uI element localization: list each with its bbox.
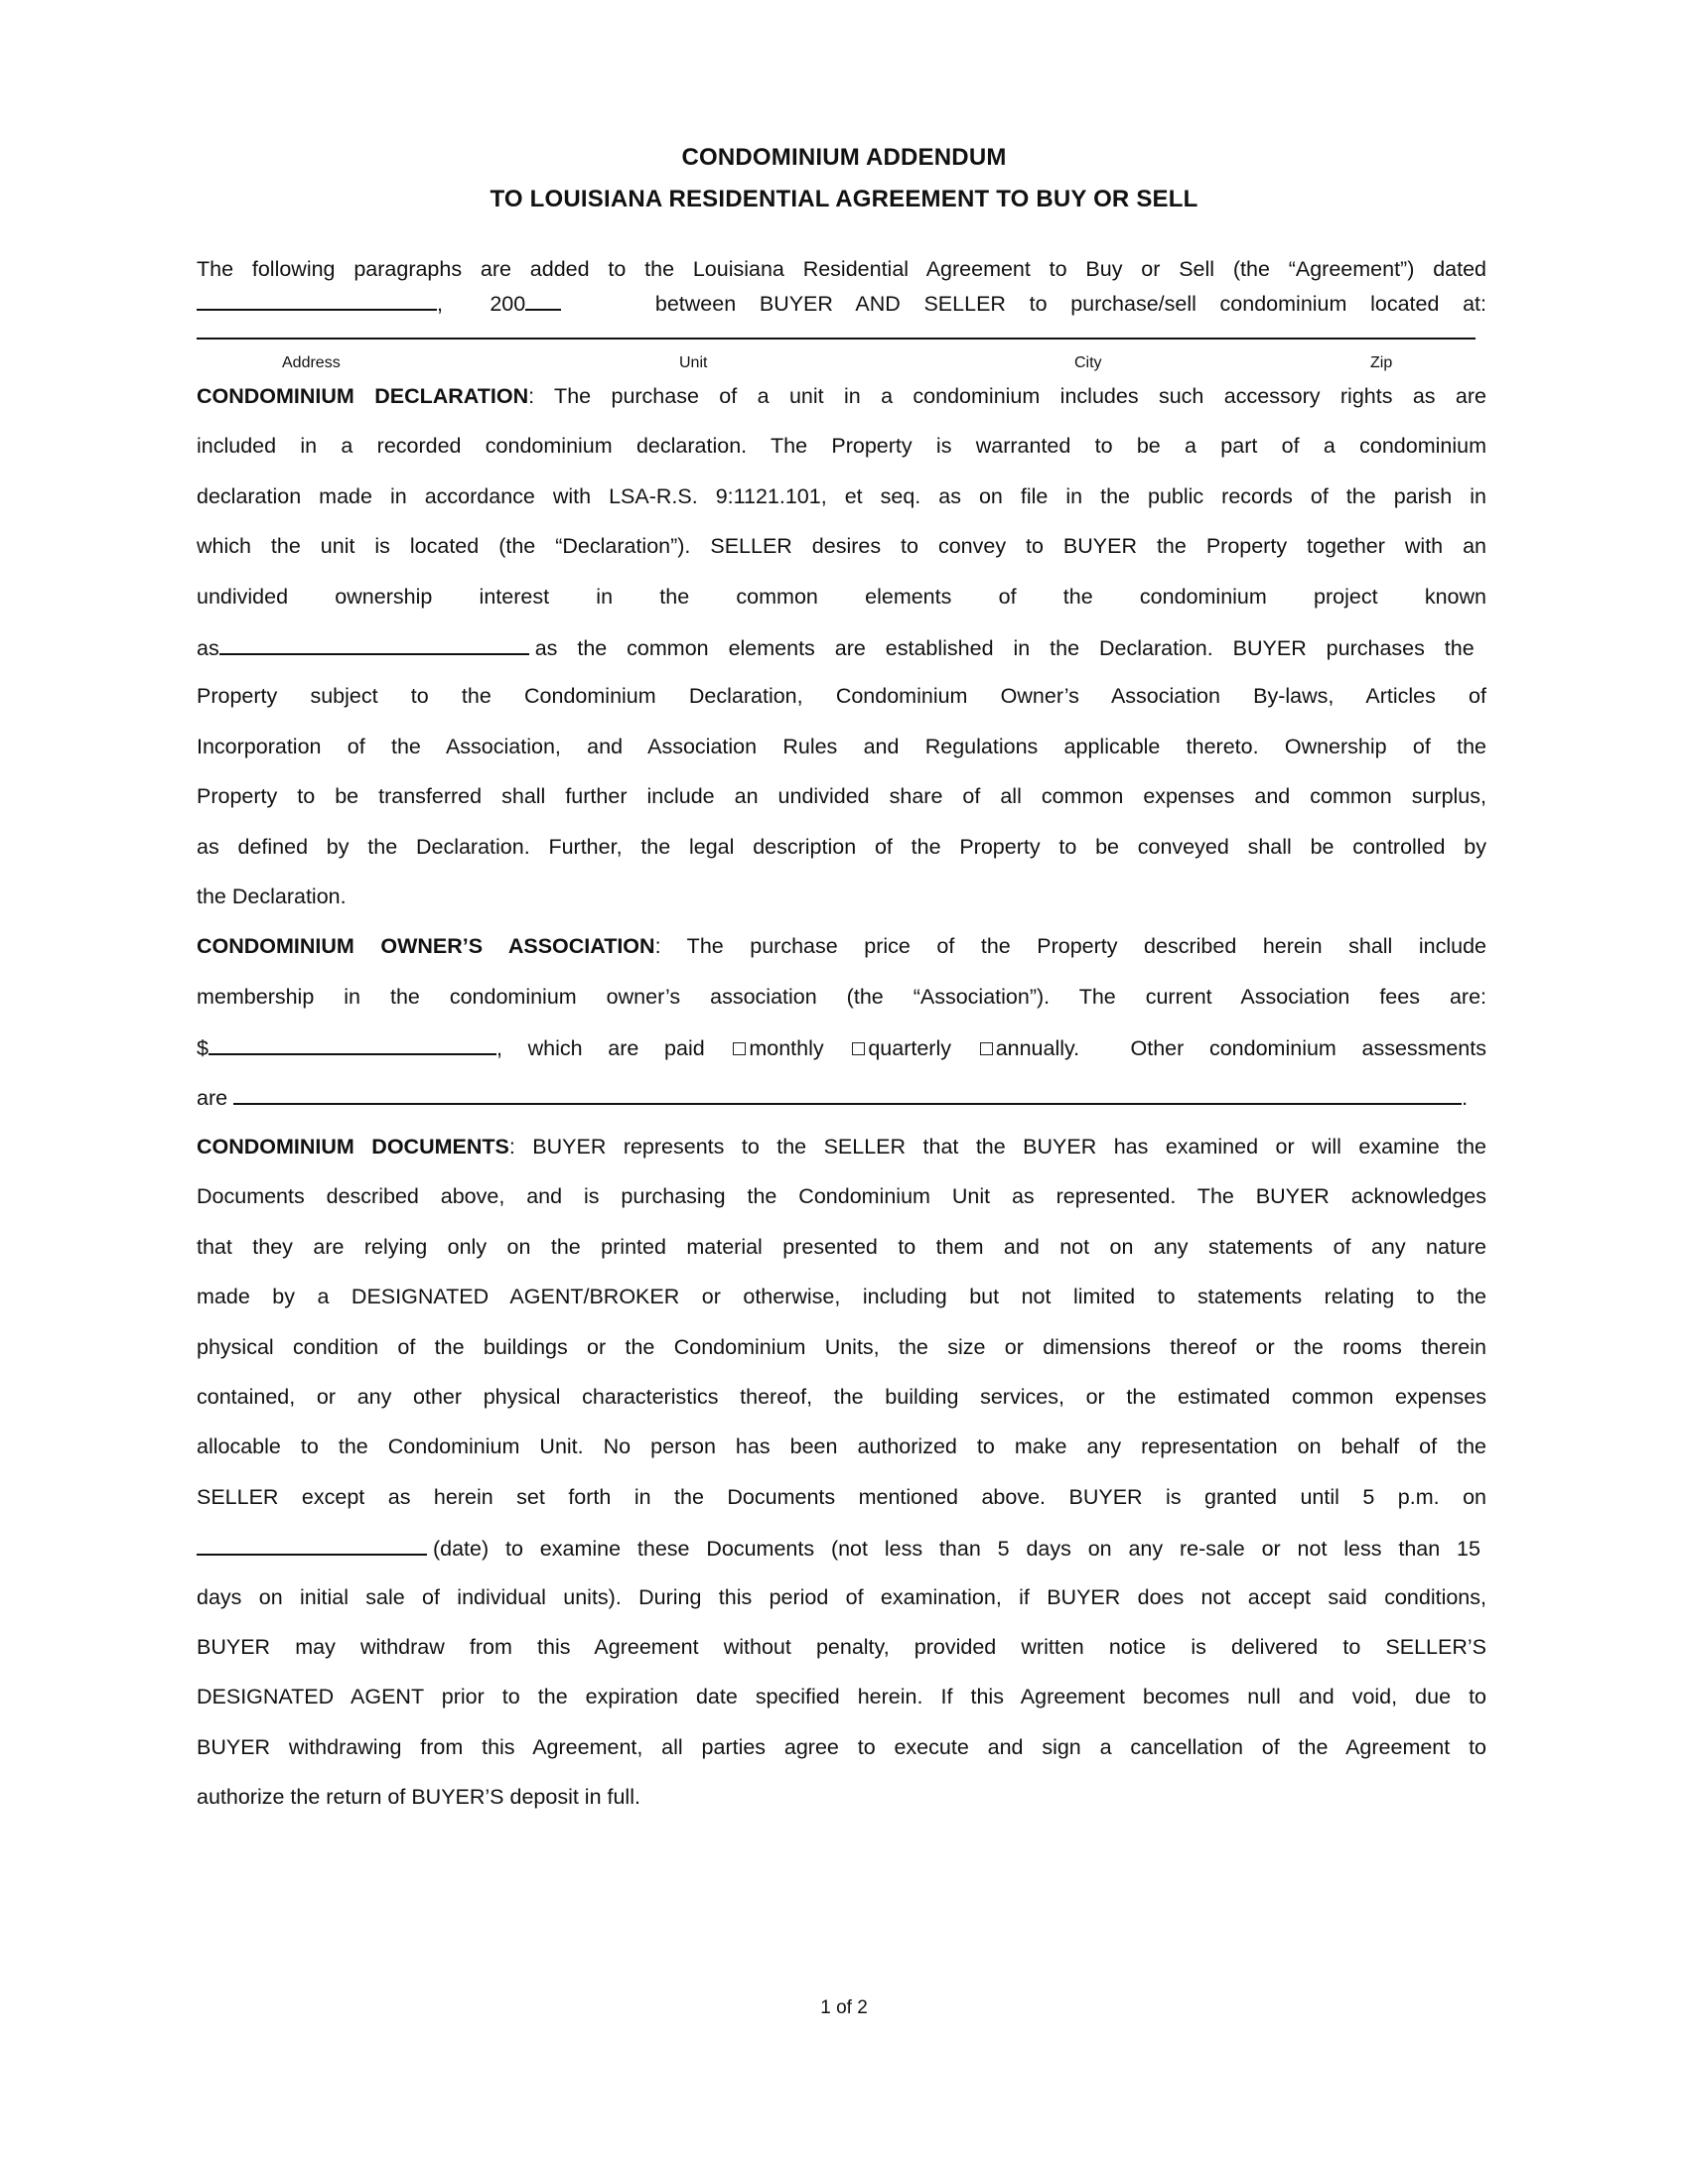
- other-assessments-field[interactable]: [233, 1081, 1462, 1105]
- association-line-4: are .: [197, 1081, 1486, 1111]
- documents-line-5: physical condition of the buildings or the Condominium Units, the size or dimensions thereof or the rooms therein: [197, 1335, 1486, 1359]
- documents-line-13: BUYER withdrawing from this Agreement, all parties agree to execute and sign a cancellation of the Agreement to: [197, 1735, 1486, 1759]
- documents-line-14: authorize the return of BUYER’S deposit in full.: [197, 1785, 640, 1809]
- declaration-line-2: included in a recorded condominium declaration. The Property is warranted to be a part of a condominium: [197, 434, 1486, 458]
- examination-date-field[interactable]: [197, 1532, 427, 1556]
- documents-line-7: allocable to the Condominium Unit. No person has been authorized to make any representation on behalf of the: [197, 1434, 1486, 1458]
- city-label: City: [1074, 354, 1102, 371]
- declaration-line-4: which the unit is located (the “Declaration”). SELLER desires to convey to BUYER the Property together with an: [197, 534, 1486, 558]
- documents-line-4: made by a DESIGNATED AGENT/BROKER or otherwise, including but not limited to statements relating to the: [197, 1285, 1486, 1308]
- annually-label: annually.: [995, 1036, 1080, 1060]
- documents-line-3: that they are relying only on the printed material presented to them and not on any statements of any nature: [197, 1235, 1486, 1259]
- monthly-label: monthly: [749, 1036, 824, 1060]
- address-label: Address: [282, 354, 341, 371]
- documents-line-6: contained, or any other physical characteristics thereof, the building services, or the estimated common expenses: [197, 1385, 1486, 1409]
- unit-label: Unit: [679, 354, 708, 371]
- declaration-line-9: Property to be transferred shall further include an undivided share of all common expenses and common surplus,: [197, 784, 1486, 808]
- documents-line-11: BUYER may withdraw from this Agreement without penalty, provided written notice is delivered to SELLER’S: [197, 1635, 1486, 1659]
- declaration-line-11: the Declaration.: [197, 885, 347, 908]
- association-heading: CONDOMINIUM OWNER’S ASSOCIATION: [197, 934, 655, 958]
- intro-line-2-text: between BUYER AND SELLER to purchase/sell condominium located at:: [654, 292, 1486, 316]
- documents-heading: CONDOMINIUM DOCUMENTS: [197, 1135, 509, 1159]
- declaration-line-6: as as the common elements are established in the Declaration. BUYER purchases the: [197, 631, 1486, 661]
- document-subtitle: TO LOUISIANA RESIDENTIAL AGREEMENT TO BUY OR SELL: [490, 186, 1198, 212]
- association-line-3: $ , which are paid monthly quarterly annually. Other condominium assessments: [197, 1031, 1486, 1061]
- documents-line-8: SELLER except as herein set forth in the Documents mentioned above. BUYER is granted until 5 p.m. on: [197, 1485, 1486, 1509]
- documents-line-9: (date) to examine these Documents (not less than 5 days on any re-sale or not less than 15: [197, 1532, 1486, 1562]
- documents-line-10: days on initial sale of individual units). During this period of examination, if BUYER does not accept said conditions,: [197, 1585, 1486, 1609]
- page-number: 1 of 2: [820, 1997, 868, 2018]
- document-title: CONDOMINIUM ADDENDUM: [681, 144, 1007, 171]
- declaration-line-10: as defined by the Declaration. Further, the legal description of the Property to be conveyed shall be controlled by: [197, 835, 1486, 859]
- quarterly-label: quarterly: [868, 1036, 951, 1060]
- documents-line-1: CONDOMINIUM DOCUMENTS: BUYER represents to the SELLER that the BUYER has examined or will examine the: [197, 1135, 1486, 1159]
- agreement-year-field[interactable]: [525, 287, 561, 311]
- monthly-checkbox[interactable]: [733, 1042, 746, 1055]
- declaration-line-3: declaration made in accordance with LSA-R.S. 9:1121.101, et seq. as on file in the public records of the parish in: [197, 484, 1486, 508]
- documents-line-2: Documents described above, and is purchasing the Condominium Unit as represented. The BUYER acknowledges: [197, 1184, 1486, 1208]
- zip-label: Zip: [1370, 354, 1393, 371]
- declaration-line-1: CONDOMINIUM DECLARATION: The purchase of a unit in a condominium includes such accessory rights as are: [197, 384, 1487, 408]
- declaration-line-5: undivided ownership interest in the common elements of the condominium project known: [197, 585, 1486, 609]
- project-name-field[interactable]: [219, 631, 529, 655]
- year-prefix: 200: [490, 292, 526, 316]
- declaration-heading: CONDOMINIUM DECLARATION: [197, 384, 529, 408]
- association-fee-field[interactable]: [209, 1031, 496, 1055]
- intro-line-1: The following paragraphs are added to the Louisiana Residential Agreement to Buy or Sell (the “Agreement”) dated: [197, 257, 1486, 281]
- association-line-2: membership in the condominium owner’s association (the “Association”). The current Association fees are:: [197, 985, 1486, 1009]
- declaration-line-8: Incorporation of the Association, and Association Rules and Regulations applicable thereto. Ownership of the: [197, 735, 1486, 758]
- declaration-line-7: Property subject to the Condominium Declaration, Condominium Owner’s Association By-laws, Articles of: [197, 684, 1486, 708]
- association-line-1: CONDOMINIUM OWNER’S ASSOCIATION: The purchase price of the Property described herein shall include: [197, 934, 1486, 958]
- intro-line-2: , 200 between BUYER AND SELLER to purchase/sell condominium located at:: [197, 287, 1486, 317]
- annually-checkbox[interactable]: [980, 1042, 993, 1055]
- quarterly-checkbox[interactable]: [852, 1042, 865, 1055]
- address-field[interactable]: [197, 338, 1476, 340]
- agreement-date-field[interactable]: [197, 287, 437, 311]
- documents-line-12: DESIGNATED AGENT prior to the expiration date specified herein. If this Agreement becomes null and void, due to: [197, 1685, 1486, 1708]
